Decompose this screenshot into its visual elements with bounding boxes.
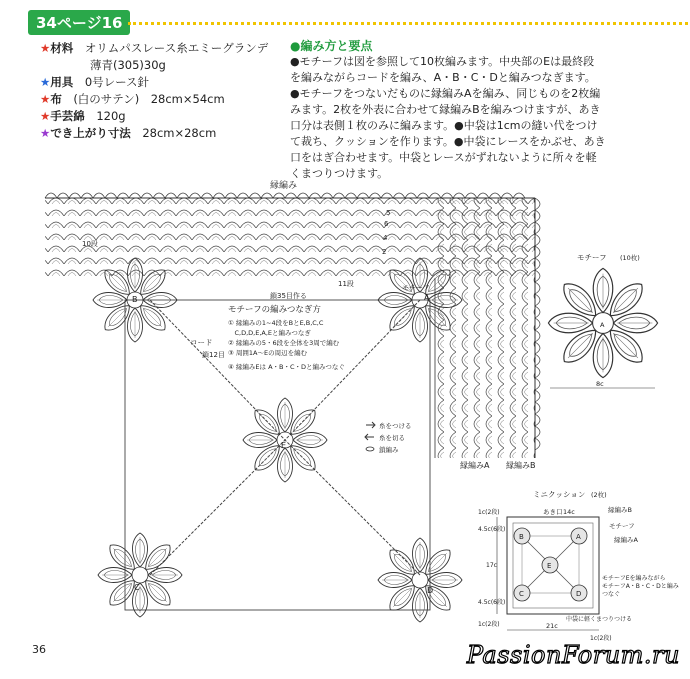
svg-text:鎖35目作る: 鎖35目作る <box>270 292 307 300</box>
spec-fabric: ★布 (白のサテン) 28cm×54cm <box>40 92 225 106</box>
join-instructions <box>228 291 345 371</box>
edging-b-label: 縁編みB <box>506 461 536 470</box>
svg-text:8c: 8c <box>596 380 604 388</box>
howto-line: 口をはぎ合わせます。中袋とレースがずれないように所々を軽 <box>290 151 597 164</box>
pattern-mark: 6 <box>384 220 389 228</box>
spec-tool: ★用具 0号レース針 <box>40 75 150 89</box>
pattern-mark: 2 <box>382 248 387 256</box>
svg-text:③ 周囲1A～Eの周辺を編む: ③ 周囲1A～Eの周辺を編む <box>228 349 308 357</box>
svg-text:あき口: あき口 <box>543 508 563 516</box>
svg-text:モチーフ: モチーフ <box>609 522 635 530</box>
svg-text:② 縁編みの5・6段を全体を3周で編む: ② 縁編みの5・6段を全体を3周で編む <box>228 339 340 347</box>
svg-text:(10枚): (10枚) <box>620 254 640 262</box>
round-mark-11: 11段 <box>338 280 354 288</box>
picot-edge-top <box>45 193 525 198</box>
svg-text:モチーフの編みつなぎ方: モチーフの編みつなぎ方 <box>228 305 321 315</box>
edge-label: 縁編み <box>270 181 298 191</box>
svg-text:E: E <box>547 562 552 570</box>
picot-edge-right <box>535 198 540 450</box>
howto-line: くまつりつけます。 <box>290 167 389 180</box>
spec-size: ★でき上がり寸法 28cm×28cm <box>40 126 217 140</box>
howto-line: ●モチーフは図を参照して10枚編みます。中央部のEは最終段 <box>290 55 595 68</box>
pattern-mark: 4 <box>383 234 388 242</box>
svg-text:C,D,D,E,A,Eと編みつなぎ: C,D,D,E,A,Eと編みつなぎ <box>228 329 311 337</box>
motif-label: B <box>132 295 138 304</box>
spec-material: ★材料 オリムパスレース糸エミーグランデ <box>40 41 269 55</box>
motif-label: D <box>427 586 434 595</box>
spec-material-2: 薄青(305)30g <box>90 58 166 72</box>
pattern-mark: 5 <box>386 209 391 217</box>
svg-text:21c: 21c <box>546 622 558 630</box>
edging-a-label: 縁編みA <box>460 461 490 470</box>
svg-text:糸を切る: 糸を切る <box>379 434 405 442</box>
page-number: 36 <box>32 643 46 656</box>
svg-text:A: A <box>600 321 605 329</box>
svg-text:モチーフ: モチーフ <box>577 253 607 262</box>
howto-line: みます。2枚を外表に合わせて縁編みBを編みつけますが、あき <box>290 103 601 116</box>
svg-text:1c(2段): 1c(2段) <box>478 621 500 628</box>
cord-label: コード <box>190 338 213 347</box>
svg-text:1c(2段): 1c(2段) <box>478 509 500 516</box>
svg-text:鎖編み: 鎖編み <box>379 446 399 454</box>
motif-inset <box>548 253 657 388</box>
motif-c <box>98 533 182 617</box>
svg-text:中袋に軽くまつりつける: 中袋に軽くまつりつける <box>566 616 633 623</box>
svg-text:(2枚): (2枚) <box>591 491 607 499</box>
howto-line: て裁ち、クッションを作ります。●中袋にレースをかぶせ、あき <box>290 135 606 148</box>
svg-text:④ 縁編みEは A・B・C・Dと編みつなぐ: ④ 縁編みEは A・B・C・Dと編みつなぐ <box>228 363 345 371</box>
motif-label: C <box>134 583 140 592</box>
svg-text:17c: 17c <box>486 562 497 569</box>
svg-text:モチーフEを編みながら: モチーフEを編みながら <box>602 575 666 582</box>
svg-text:つなぐ: つなぐ <box>602 591 621 598</box>
howto-line: 口分は表側１枚のみに編みます。●中袋は1cmの縫い代をつけ <box>290 119 598 132</box>
round-mark: 10段 <box>82 240 98 248</box>
cord-sub-label: 鎖12目 <box>202 351 225 359</box>
symbol-legend <box>365 421 412 454</box>
motif-a-title: モチーフ <box>402 284 430 292</box>
svg-text:4.5c(6段): 4.5c(6段) <box>478 526 506 533</box>
svg-text:縁編みA: 縁編みA <box>614 536 638 544</box>
svg-text:1c(2段): 1c(2段) <box>590 635 612 642</box>
watermark: PassionForum.ru <box>466 641 680 669</box>
howto-line: ●モチーフをつないだものに縁編みAを編み、同じものを2枚編 <box>290 87 601 100</box>
svg-text:14c: 14c <box>563 508 575 516</box>
svg-text:D: D <box>576 590 582 598</box>
spec-cotton: ★手芸綿 120g <box>40 109 126 123</box>
svg-text:C: C <box>519 590 524 598</box>
howto-title: ●編み方と要点 <box>290 39 373 53</box>
howto-line: を編みながらコードを編み、A・B・C・Dと編みつなぎます。 <box>290 71 596 84</box>
svg-text:4.5c(6段): 4.5c(6段) <box>478 599 506 606</box>
motif-label: E <box>281 441 287 450</box>
svg-text:モチーフA・B・C・Dと編み: モチーフA・B・C・Dと編み <box>602 583 679 590</box>
svg-text:B: B <box>519 533 524 541</box>
motif-d <box>378 538 462 622</box>
svg-text:糸をつける: 糸をつける <box>379 422 412 430</box>
svg-text:A: A <box>576 533 581 541</box>
mini-cushion-diagram <box>478 490 679 642</box>
page-ref-badge: 34ページ16 <box>28 10 130 35</box>
svg-text:① 縁編みの1~4段をBとE,B,C,C: ① 縁編みの1~4段をBとE,B,C,C <box>228 319 324 327</box>
svg-text:ミニクッション: ミニクッション <box>533 490 586 499</box>
motif-label: A <box>424 293 430 302</box>
svg-text:縁編みB: 縁編みB <box>608 506 632 514</box>
